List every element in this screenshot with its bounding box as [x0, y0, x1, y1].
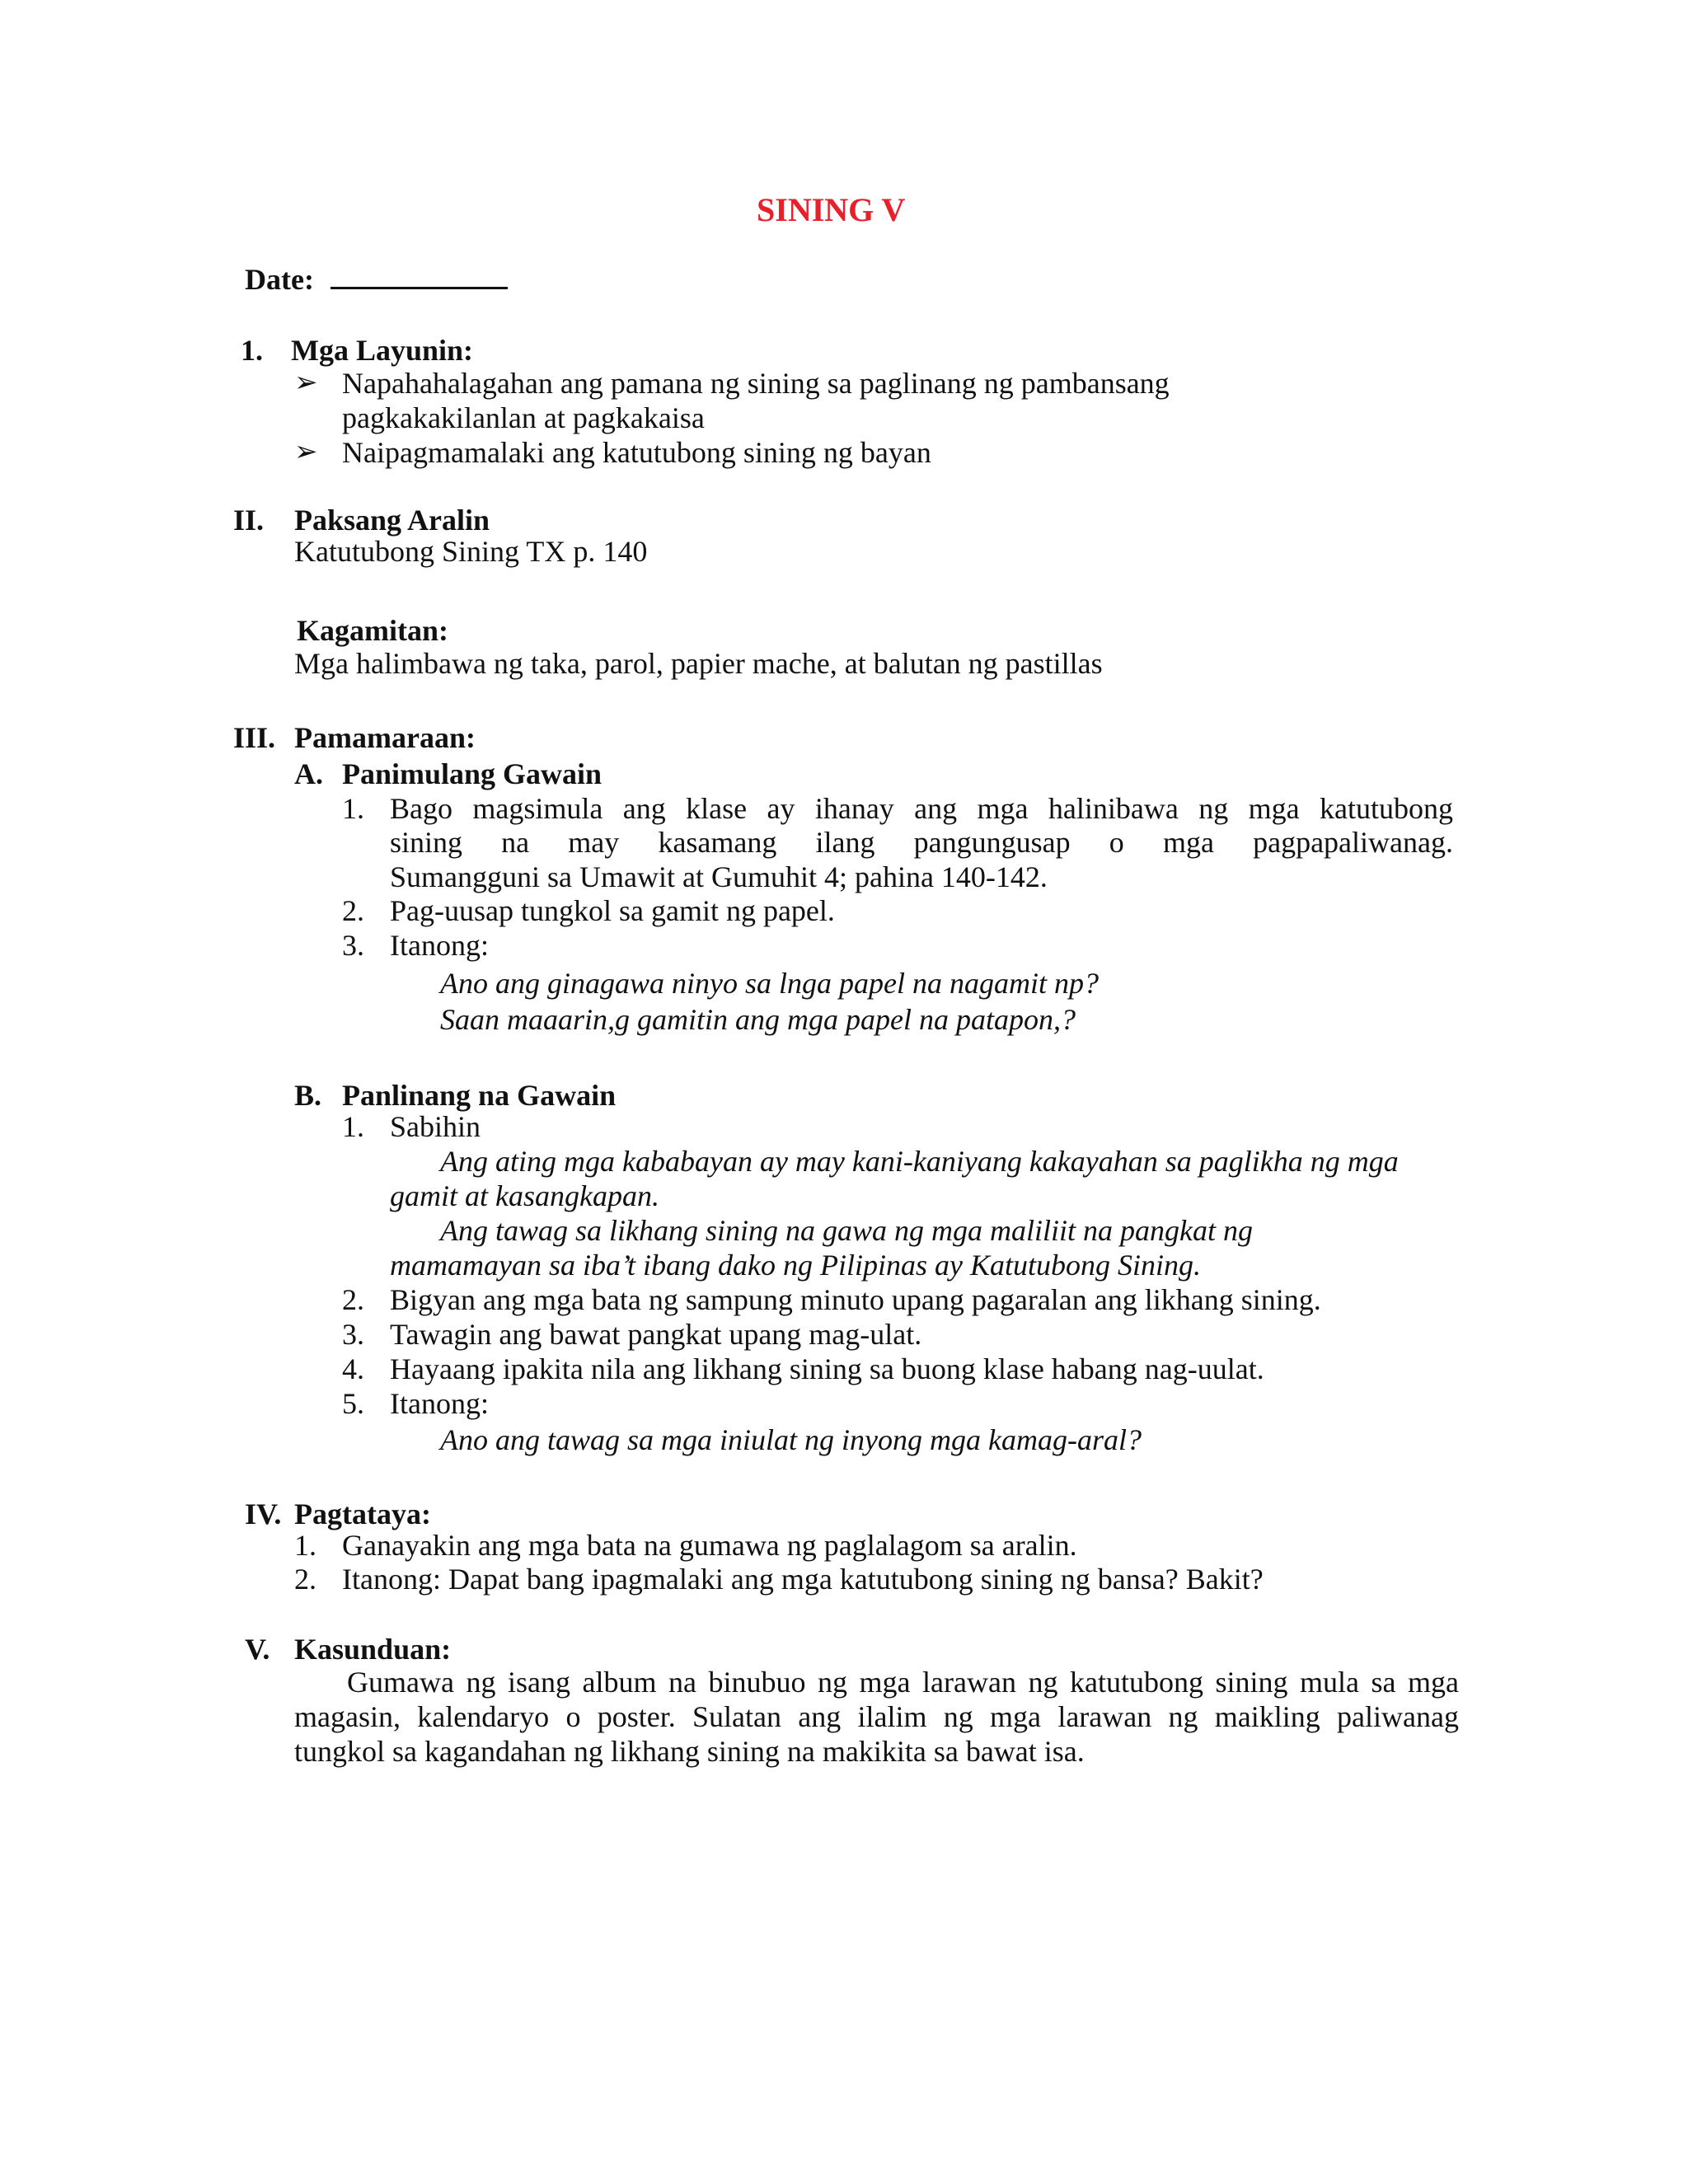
step-a2: Pag-uusap tungkol sa gamit ng papel.	[390, 894, 835, 927]
step-b5-number: 5.	[342, 1387, 364, 1420]
section-1-number: 1.	[241, 334, 263, 367]
assessment-1: Ganayakin ang mga bata na gumawa ng paglalagom sa aralin.	[342, 1529, 1077, 1562]
subsection-b-heading: Panlinang na Gawain	[342, 1079, 617, 1112]
section-1-heading: Mga Layunin:	[291, 334, 474, 367]
step-b3-number: 3.	[342, 1318, 364, 1351]
step-b1: Sabihin	[390, 1110, 481, 1143]
step-a1-line-2: sining na may kasamang ilang pangungusap o mga pagpapaliwanag.	[390, 826, 1453, 859]
step-a1-line-1: Bago magsimula ang klase ay ihanay ang mga halinibawa ng mga katutubong	[390, 792, 1453, 825]
objective-2: Naipagmamalaki ang katutubong sining ng bayan	[342, 436, 931, 469]
step-a3-question-2: Saan maaarin,g gamitin ang mga papel na patapon,?	[440, 1003, 1076, 1036]
step-b4-number: 4.	[342, 1352, 364, 1385]
assessment-1-number: 1.	[294, 1529, 316, 1562]
assessment-2: Itanong: Dapat bang ipagmalaki ang mga katutubong sining ng bansa? Bakit?	[342, 1563, 1264, 1596]
section-5-number: V.	[245, 1633, 270, 1666]
step-b1-paragraph-1-line-1: Ang ating mga kababayan ay may kani-kaniyang kakayahan sa paglikha ng mga	[440, 1145, 1399, 1178]
objective-1-line-2: pagkakakilanlan at pagkakaisa	[342, 401, 705, 434]
step-b1-paragraph-1-line-2: gamit at kasangkapan.	[390, 1179, 659, 1212]
page-title: SINING V	[757, 191, 906, 228]
subsection-a-letter: A.	[294, 757, 323, 790]
assessment-2-number: 2.	[294, 1563, 316, 1596]
step-b1-paragraph-2-line-2: mamamayan sa iba’t ibang dako ng Pilipinas ay Katutubong Sining.	[390, 1249, 1201, 1282]
objective-1-line-1: Napahahalagahan ang pamana ng sining sa paglinang ng pambansang	[342, 367, 1170, 400]
step-b4: Hayaang ipakita nila ang likhang sining sa buong klase habang nag-uulat.	[390, 1352, 1264, 1385]
agreement-line-1: Gumawa ng isang album na binubuo ng mga larawan ng katutubong sining mula sa mga	[347, 1666, 1459, 1699]
agreement-line-2: magasin, kalendaryo o poster. Sulatan ang ilalim ng mga larawan ng maikling paliwanag	[294, 1700, 1459, 1733]
section-4-number: IV.	[245, 1497, 282, 1530]
section-2-heading: Paksang Aralin	[294, 504, 490, 537]
section-4-heading: Pagtataya:	[294, 1497, 431, 1530]
step-b1-paragraph-2-line-1: Ang tawag sa likhang sining na gawa ng mga maliliit na pangkat ng	[440, 1214, 1254, 1247]
step-a3-question-1: Ano ang ginagawa ninyo sa lnga papel na nagamit np?	[440, 967, 1099, 1000]
date-blank-line	[331, 262, 508, 289]
step-b2: Bigyan ang mga bata ng sampung minuto upang pagaralan ang likhang sining.	[390, 1283, 1321, 1316]
section-3-heading: Pamamaraan:	[294, 721, 476, 754]
date-field	[245, 262, 508, 297]
arrow-bullet-icon: ➢	[294, 368, 318, 398]
section-3-number: III.	[233, 721, 276, 754]
step-a1-line-3: Sumangguni sa Umawit at Gumuhit 4; pahina 140-142.	[390, 860, 1048, 893]
step-a2-number: 2.	[342, 894, 364, 927]
section-5-heading: Kasunduan:	[294, 1633, 452, 1666]
topic-text: Katutubong Sining TX p. 140	[294, 535, 648, 568]
date-label: Date:	[245, 263, 314, 296]
step-a3-number: 3.	[342, 929, 364, 962]
step-a3: Itanong:	[390, 929, 489, 962]
step-a1-number: 1.	[342, 792, 364, 825]
section-2-number: II.	[233, 504, 265, 537]
materials-text: Mga halimbawa ng taka, parol, papier mache, at balutan ng pastillas	[294, 647, 1103, 680]
step-b2-number: 2.	[342, 1283, 364, 1316]
step-b5: Itanong:	[390, 1387, 489, 1420]
step-b1-number: 1.	[342, 1110, 364, 1143]
subsection-b-letter: B.	[294, 1079, 322, 1112]
step-b5-question-1: Ano ang tawag sa mga iniulat ng inyong mga kamag-aral?	[440, 1423, 1142, 1456]
step-b3: Tawagin ang bawat pangkat upang mag-ulat.	[390, 1318, 922, 1351]
materials-heading: Kagamitan:	[297, 614, 448, 647]
agreement-line-3: tungkol sa kagandahan ng likhang sining na makikita sa bawat isa.	[294, 1735, 1085, 1768]
subsection-a-heading: Panimulang Gawain	[342, 757, 603, 790]
arrow-bullet-icon: ➢	[294, 437, 318, 467]
